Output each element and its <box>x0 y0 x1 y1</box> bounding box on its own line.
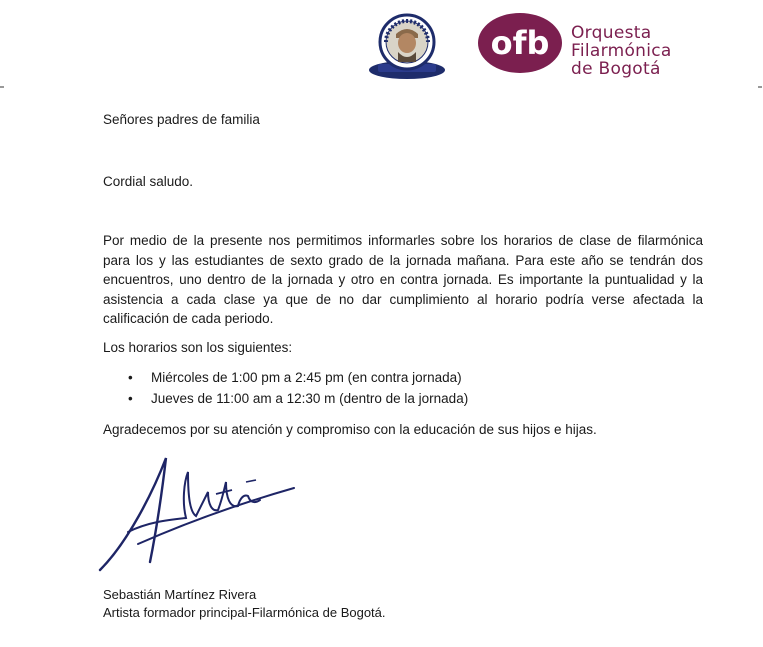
signature <box>98 452 298 577</box>
salutation: Señores padres de familia <box>103 112 260 127</box>
page-mark-left <box>0 86 4 88</box>
list-item: • Jueves de 11:00 am a 12:30 m (dentro de la jornada) <box>151 388 468 409</box>
handwritten-signature-icon <box>98 452 298 577</box>
schedule-intro: Los horarios son los siguientes: <box>103 340 293 355</box>
ofb-logo-text: ofb <box>490 24 550 62</box>
ofb-name-line3: de Bogotá <box>571 59 661 79</box>
ofb-name <box>571 24 672 78</box>
closing: Agradecemos por su atención y compromiso con la educación de sus hijos e hijas. <box>103 422 597 437</box>
list-item: • Miércoles de 1:00 pm a 2:45 pm (en contra jornada) <box>151 367 468 388</box>
schedule-list <box>103 367 468 409</box>
greeting: Cordial saludo. <box>103 174 194 189</box>
body-paragraph: Por medio de la presente nos permitimos informarles sobre los horarios de clase de filarmónica para los y las estudiantes de sexto grado de la jornada mañana. Para este año se tendrán dos encuentros, uno dentro de la jornada y otro en contra jornada. Es importante la puntualidad y la asistencia a cada clase ya que de no dar cumplimiento al horario podría verse afectada la calificación de cada periodo. <box>103 233 703 326</box>
ofb-name-line2: Filarmónica <box>571 41 672 61</box>
ofb-logo <box>477 12 563 74</box>
ofb-name-line1: Orquesta <box>571 23 652 43</box>
school-crest-icon <box>366 10 448 86</box>
school-crest-logo <box>366 10 448 86</box>
ofb-logo-icon <box>477 12 563 74</box>
signatory-name: Sebastián Martínez Rivera <box>103 587 257 602</box>
signatory-title: Artista formador principal-Filarmónica de Bogotá. <box>103 605 386 620</box>
page-mark-right <box>758 86 762 88</box>
signatory-block <box>103 586 386 622</box>
